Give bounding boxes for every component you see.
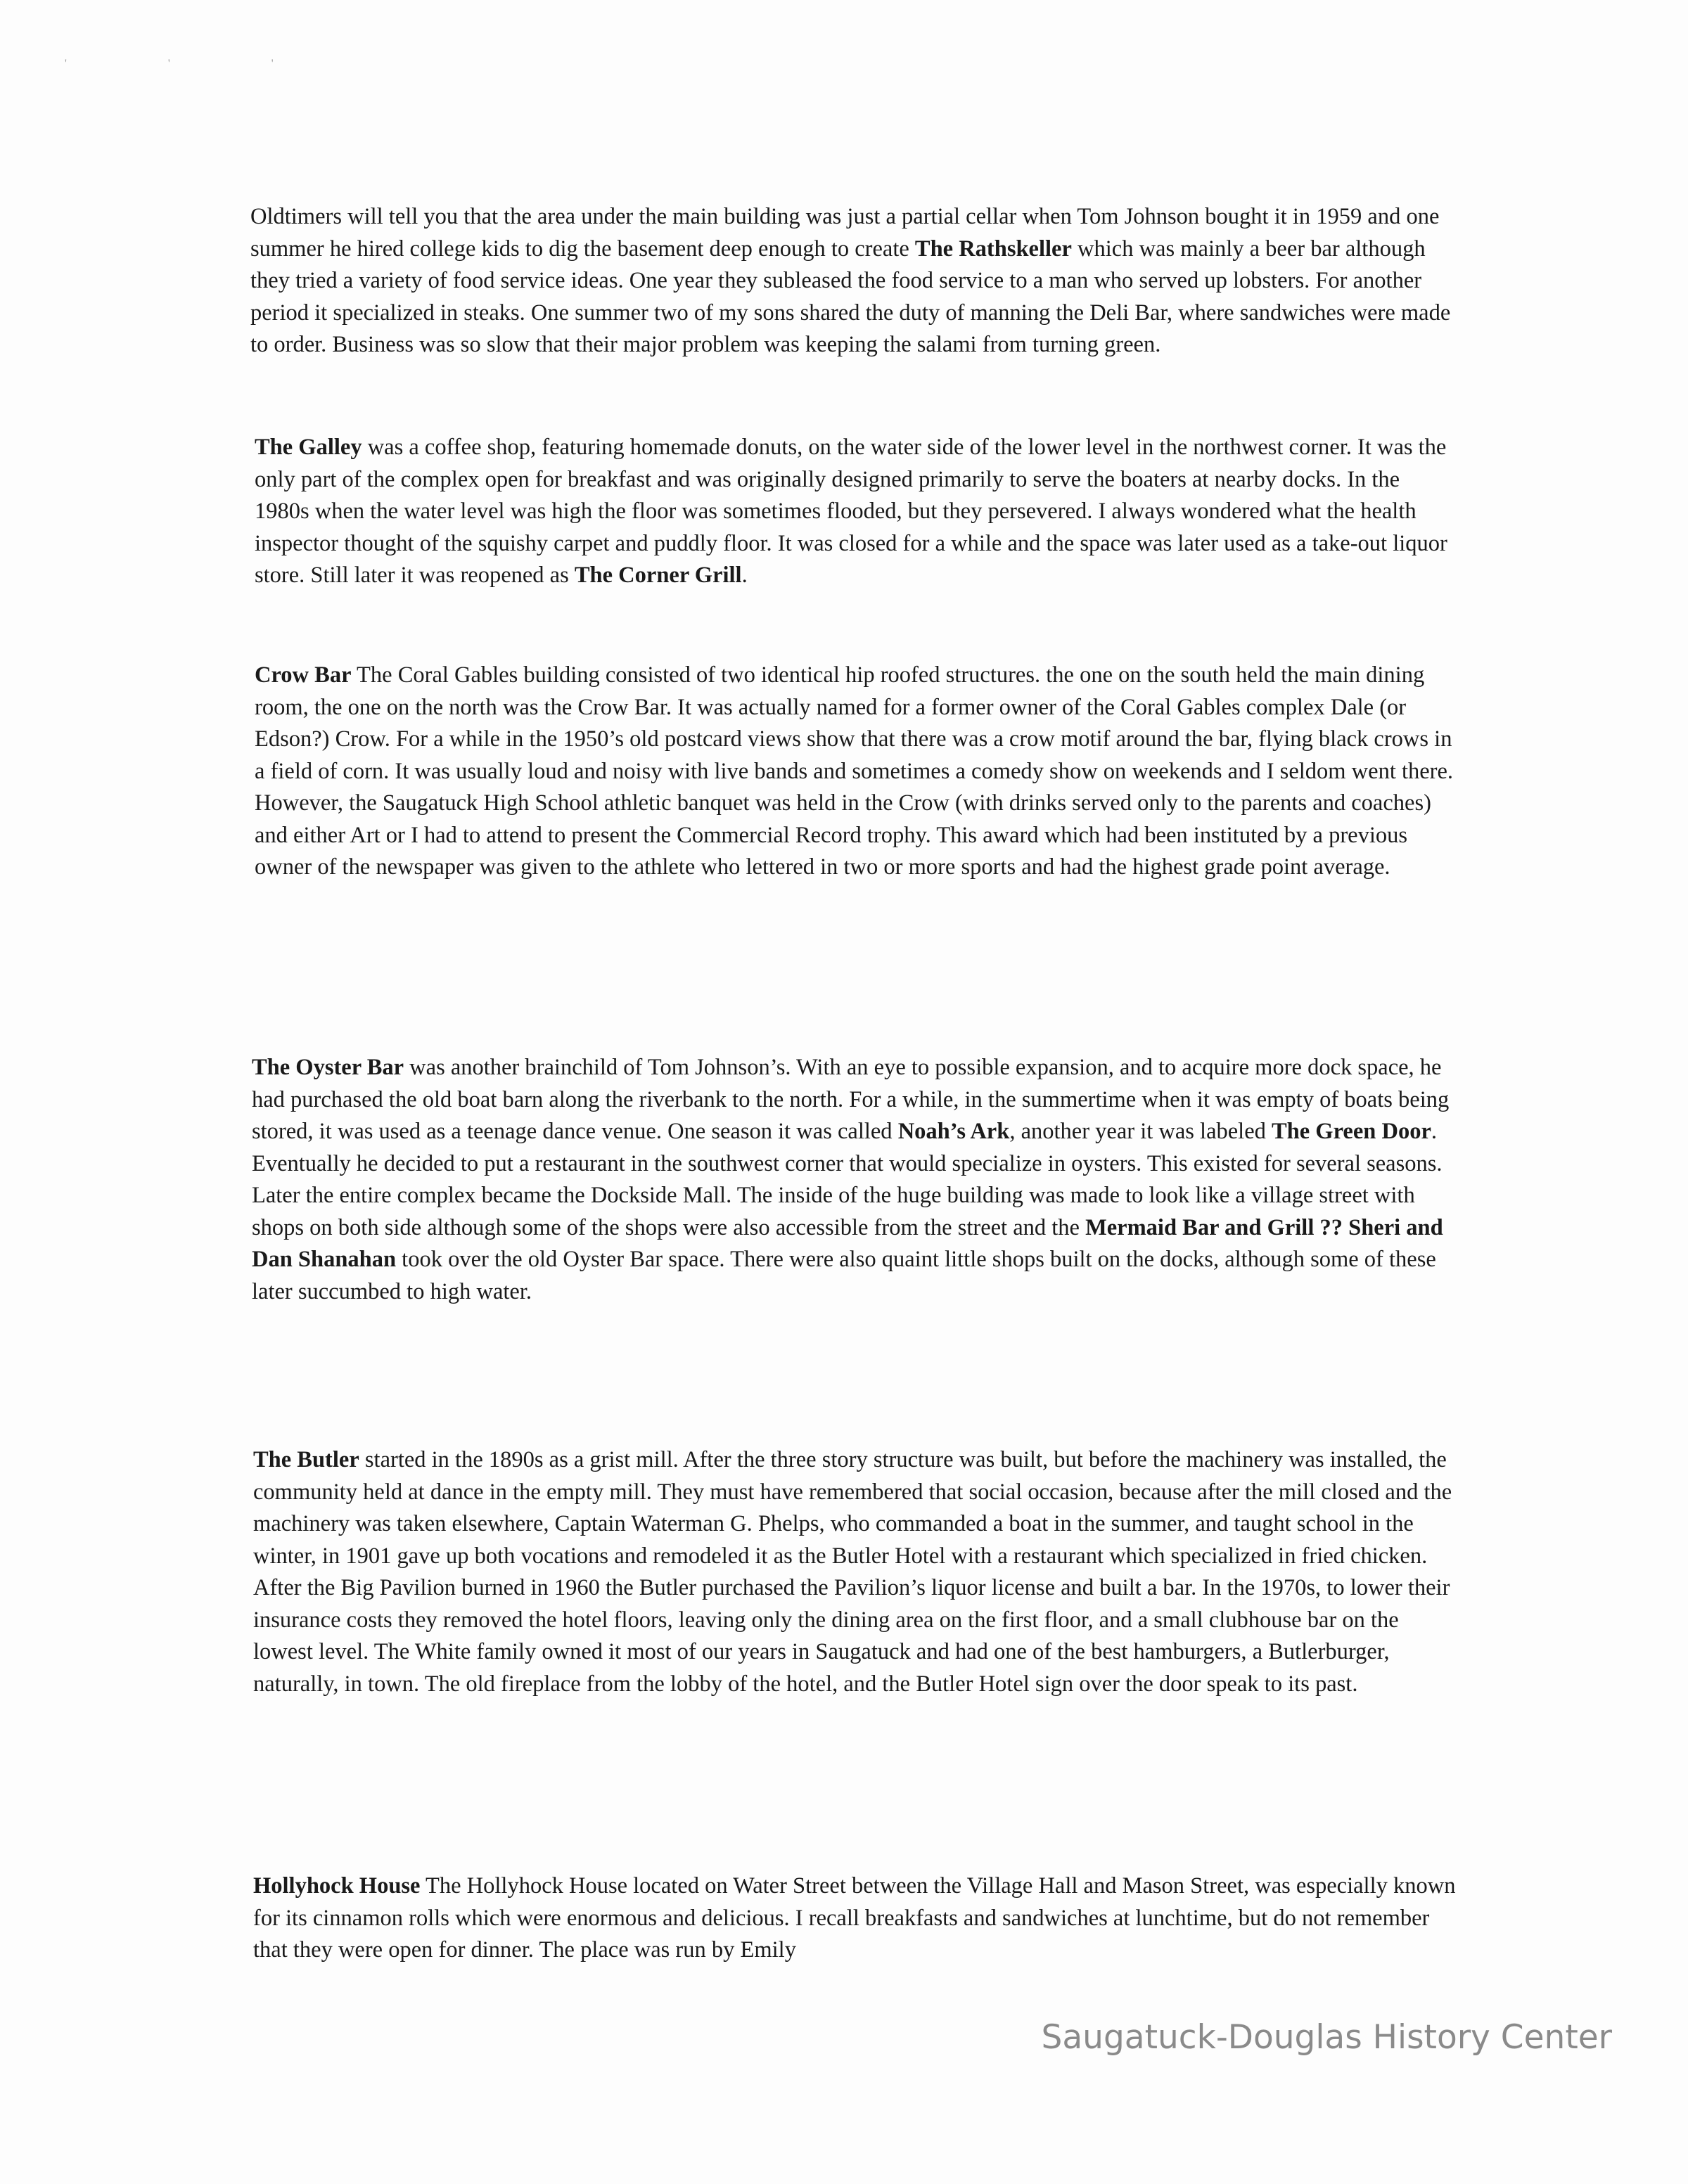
- paragraph-butler: The Butler started in the 1890s as a grist mill. After the three story structure was built, but before the machinery was installed, the community held at dance in the empty mill. They must have remembered that social occasion, because after the mill closed and the machinery was taken elsewhere, Captain Waterman G. Phelps, who commanded a boat in the summer, and taught school in the winter, in 1901 gave up both vocations and remodeled it as the Butler Hotel with a restaurant which specialized in fried chicken. After the Big Pavilion burned in 1960 the Butler purchased the Pavilion’s liquor license and built a bar. In the 1970s, to lower their insurance costs they removed the hotel floors, leaving only the dining area on the first floor, and a small clubhouse bar on the lowest level. The White family owned it most of our years in Saugatuck and had one of the best hamburgers, a Butlerburger, naturally, in town. The old fireplace from the lobby of the hotel, and the Butler Hotel sign over the door speak to its past.: [253, 1447, 1452, 1697]
- history-center-watermark: Saugatuck-Douglas History Center: [1041, 2018, 1612, 2057]
- heading-galley: The Galley: [255, 435, 362, 460]
- paragraph-galley: The Galley was a coffee shop, featuring homemade donuts, on the water side of the lower level in the northwest corner. It was the only part of the complex open for breakfast and was originally designed primarily to serve the boaters at nearby docks. In the 1980s when the water level was high the floor was sometimes flooded, but they persevered. I always wondered what the health inspector thought of the squishy carpet and puddly floor. It was closed for a while and the space was later used as a take-out liquor store. Still later it was reopened as The Corner Grill.: [255, 435, 1447, 588]
- heading-noahs-ark: Noah’s Ark: [897, 1119, 1010, 1144]
- paragraph-hollyhock-house: Hollyhock House The Hollyhock House located on Water Street between the Village Hall and Mason Street, was especially known for its cinnamon rolls which were enormous and delicious. I recall breakfasts and sandwiches at lunchtime, but do not remember that they were open for dinner. The place was run by Emily: [253, 1873, 1456, 1963]
- heading-rathskeller: The Rathskeller: [914, 236, 1072, 262]
- scan-specks: ' ' ': [65, 58, 323, 70]
- paragraph-crow-bar: Crow Bar The Coral Gables building consisted of two identical hip roofed structures. the one on the south held the main dining room, the one on the north was the Crow Bar. It was actually named for a former owner of the Coral Gables complex Dale (or Edson?) Crow. For a while in the 1950’s old postcard views show that there was a crow motif around the bar, flying black crows in a field of corn. It was usually loud and noisy with live bands and sometimes a comedy show on weekends and I seldom went there. However, the Saugatuck High School athletic banquet was held in the Crow (with drinks served only to the parents and coaches) and either Art or I had to attend to present the Commercial Record trophy. This award which had been instituted by a previous owner of the newspaper was given to the athlete who lettered in two or more sports and had the highest grade point average.: [255, 662, 1454, 880]
- heading-hollyhock-house: Hollyhock House: [253, 1873, 421, 1899]
- heading-green-door: The Green Door: [1272, 1119, 1431, 1144]
- paragraph-rathskeller: Oldtimers will tell you that the area under the main building was just a partial cellar when Tom Johnson bought it in 1959 and one summer he hired college kids to dig the basement deep enough to create The Rathskeller which was mainly a beer bar although they tried a variety of food service ideas. One year they subleased the food service to a man who served up lobsters. For another period it specialized in steaks. One summer two of my sons shared the duty of manning the Deli Bar, where sandwiches were made to order. Business was so slow that their major problem was keeping the salami from turning green.: [250, 204, 1451, 357]
- heading-oyster-bar: The Oyster Bar: [252, 1055, 404, 1080]
- heading-corner-grill: The Corner Grill: [574, 563, 742, 588]
- heading-crow-bar: Crow Bar: [255, 662, 352, 688]
- heading-butler: The Butler: [253, 1447, 359, 1472]
- paragraph-oyster-bar: The Oyster Bar was another brainchild of Tom Johnson’s. With an eye to possible expansion, and to acquire more dock space, he had purchased the old boat barn along the riverbank to the north. For a while, in the summertime when it was empty of boats being stored, it was used as a teenage dance venue. One season it was called Noah’s Ark, another year it was labeled The Green Door. Eventually he decided to put a restaurant in the southwest corner that would specialize in oysters. This existed for several seasons. Later the entire complex became the Dockside Mall. The inside of the huge building was made to look like a village street with shops on both side although some of the shops were also accessible from the street and the Mermaid Bar and Grill ?? Sheri and Dan Shanahan took over the old Oyster Bar space. There were also quaint little shops built on the docks, although some of these later succumbed to high water.: [252, 1055, 1450, 1304]
- heading-mermaid-bar: Mermaid Bar and Grill ?? Sheri and Dan Shanahan: [252, 1214, 1443, 1272]
